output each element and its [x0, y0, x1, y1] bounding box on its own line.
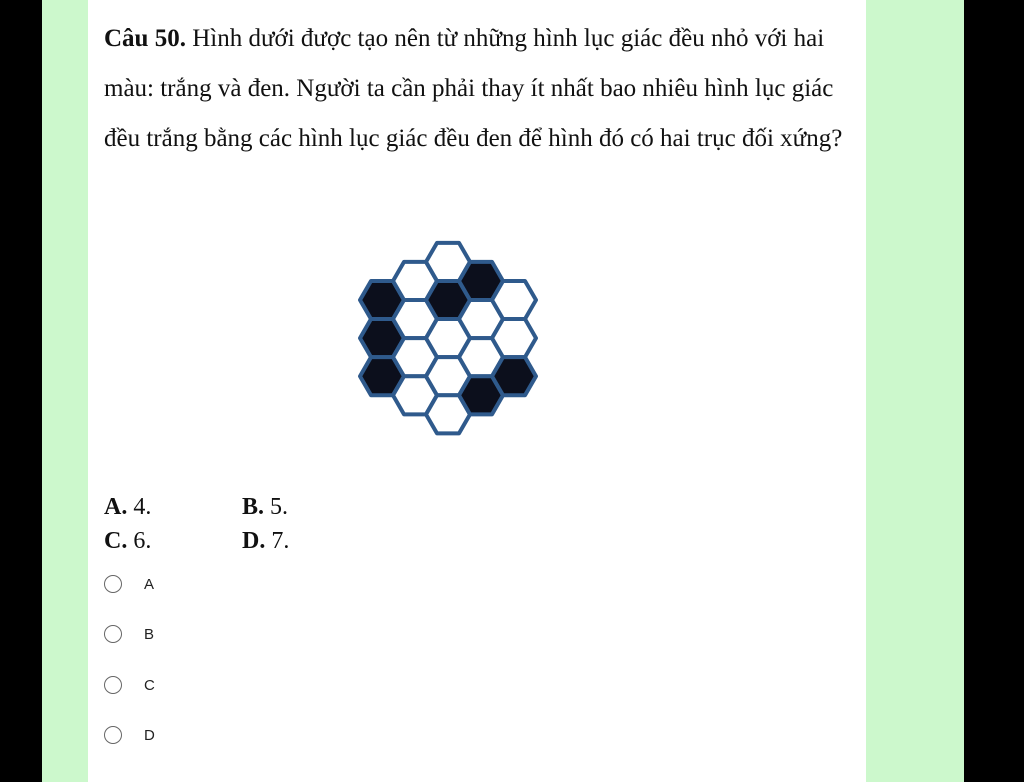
radio-circle-icon[interactable]	[104, 575, 122, 593]
option-d-radio[interactable]	[104, 720, 155, 750]
option-d-label: D	[144, 726, 155, 744]
radio-circle-icon[interactable]	[104, 676, 122, 694]
answer-c: C. 6.	[104, 528, 152, 554]
hexagon-cell-white	[492, 319, 536, 357]
hexagon-cell-white	[492, 281, 536, 319]
question-number: Câu 50.	[104, 25, 186, 52]
option-a-radio[interactable]	[104, 569, 154, 599]
option-c-radio[interactable]	[104, 670, 155, 700]
hexagon-figure	[355, 228, 570, 458]
right-margin-band	[866, 0, 964, 782]
left-margin-band	[42, 0, 88, 782]
radio-circle-icon[interactable]	[104, 726, 122, 744]
hexagon-cell-black	[492, 357, 536, 395]
question-body: Hình dưới được tạo nên từ những hình lục giác đều nhỏ với hai màu: trắng và đen. Người ta cần phải thay ít nhất bao nhiêu hình lục giác đều trắng bằng các hình lục giác đều đen để hình đó có hai trục đối xứng?	[104, 25, 843, 152]
option-b-label: B	[144, 625, 155, 643]
answer-d: D. 7.	[242, 528, 290, 554]
answer-b: B. 5.	[242, 494, 289, 520]
question-text	[104, 14, 844, 164]
answer-a: A. 4.	[104, 494, 152, 520]
radio-circle-icon[interactable]	[104, 625, 122, 643]
option-b-radio[interactable]	[104, 619, 154, 649]
option-c-label: C	[144, 676, 155, 694]
option-a-label: A	[144, 575, 155, 593]
